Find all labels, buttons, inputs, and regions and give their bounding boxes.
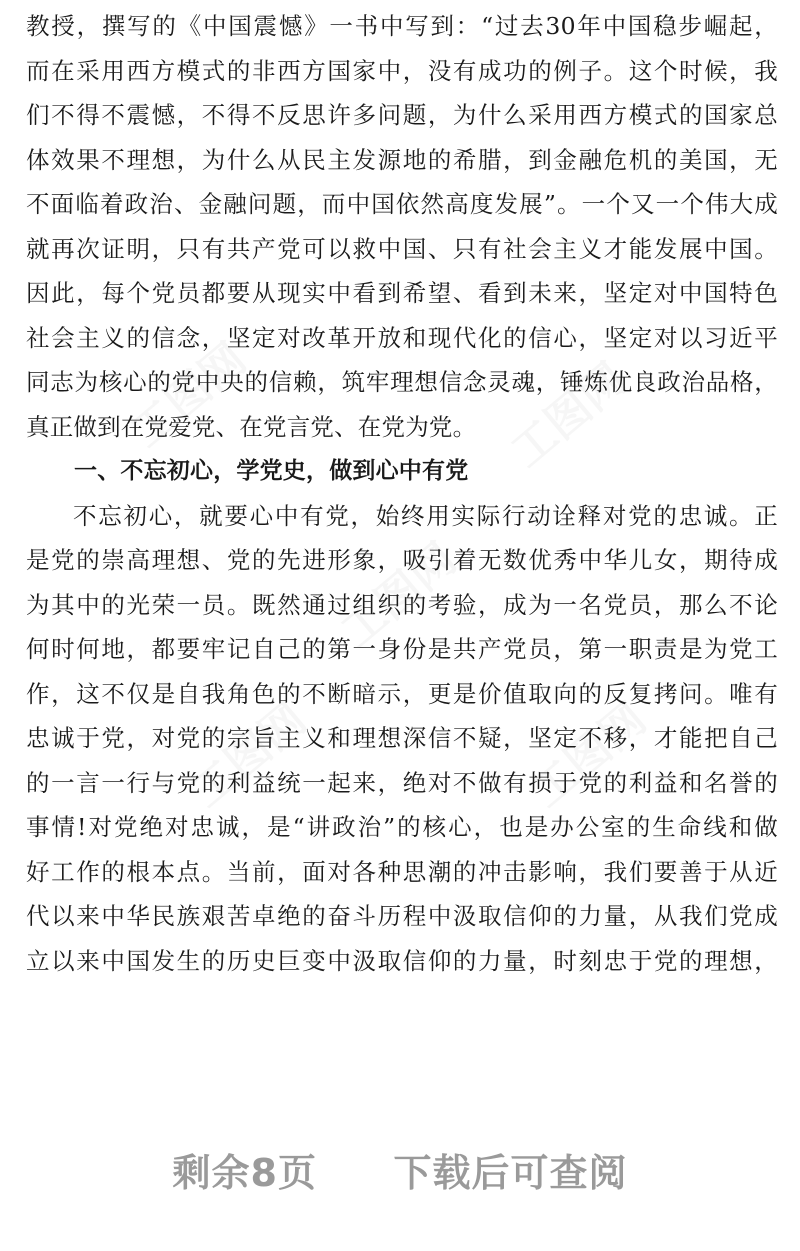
- paragraph-line: 代以来中华民族艰苦卓绝的奋斗历程中汲取信仰的力量，从我们党成: [26, 902, 778, 930]
- paragraph-line: 作，这不仅是自我角色的不断暗示，更是价值取向的反复拷问。唯有: [26, 679, 778, 708]
- paragraph-line: 们不得不震憾，不得不反思许多问题，为什么采用西方模式的国家总: [26, 101, 778, 129]
- watermark: 工图网: [121, 333, 256, 458]
- remaining-pages-label: 剩余8页: [172, 1151, 317, 1195]
- paragraph-line: 教授，撰写的《中国震憾》一书中写到：“过去30年中国稳步崛起，: [26, 12, 778, 40]
- paragraph-line: 因此，每个党员都要从现实中看到希望、看到未来，坚定对中国特色: [26, 279, 778, 307]
- paragraph-line: 不忘初心，就要心中有党，始终用实际行动诠释对党的忠诚。正: [73, 501, 778, 530]
- paragraph-line: 社会主义的信念，坚定对改革开放和现代化的信心，坚定对以习近平: [26, 323, 778, 352]
- paragraph-line: 而在采用西方模式的非西方国家中，没有成功的例子。这个时候，我: [26, 56, 778, 85]
- watermark: 工图网: [181, 693, 316, 818]
- paragraph-line: 忠诚于党，对党的宗旨主义和理想深信不疑，坚定不移，才能把自己: [26, 724, 778, 752]
- watermark: 工图网: [331, 533, 466, 658]
- paragraph-line: 好工作的根本点。当前，面对各种思潮的冲击影响，我们要善于从近: [26, 857, 778, 886]
- paragraph-line: 体效果不理想，为什么从民主发源地的希腊，到金融危机的美国，无: [26, 145, 778, 174]
- paragraph-line: 为其中的光荣一员。既然通过组织的考验，成为一名党员，那么不论: [26, 590, 778, 619]
- paragraph-line: 真正做到在党爱党、在党言党、在党为党。: [26, 412, 477, 441]
- watermark: 工图网: [521, 693, 656, 818]
- paragraph-line: 立以来中国发生的历史巨变中汲取信仰的力量，时刻忠于党的理想，: [26, 946, 778, 975]
- paragraph-line: 不面临着政治、金融问题，而中国依然高度发展”。一个又一个伟大成: [26, 190, 778, 218]
- paragraph-line: 同志为核心的党中央的信赖，筑牢理想信念灵魂，锤炼优良政治品格，: [26, 368, 778, 396]
- document-body: [26, 4, 778, 983]
- download-to-view-label[interactable]: 下载后可查阅: [393, 1151, 628, 1195]
- paragraph-line: 的一言一行与党的利益统一起来，绝对不做有损于党的利益和名誉的: [26, 768, 778, 797]
- paragraph-line: 事情!对党绝对忠诚，是“讲政治”的核心，也是办公室的生命线和做: [26, 813, 778, 841]
- watermark: 工图网: [501, 353, 636, 478]
- download-prompt-banner[interactable]: [0, 1142, 800, 1197]
- paragraph-line: 何时何地，都要牢记自己的第一身份是共产党员，第一职责是为党工: [26, 635, 778, 663]
- paragraph-line: 就再次证明，只有共产党可以救中国、只有社会主义才能发展中国。: [26, 234, 778, 263]
- paragraph-line: 是党的崇高理想、党的先进形象，吸引着无数优秀中华儿女，期待成: [26, 546, 778, 574]
- section-heading: 一、不忘初心，学党史，做到心中有党: [74, 458, 469, 484]
